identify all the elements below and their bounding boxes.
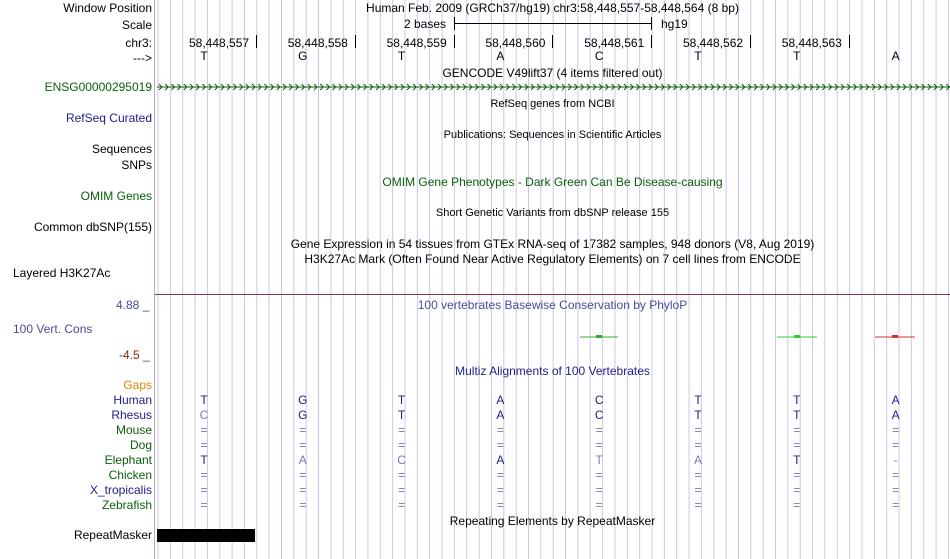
- alignment-base: =: [595, 468, 603, 482]
- alignment-base: =: [595, 423, 603, 437]
- alignment-base: T: [694, 393, 702, 407]
- scale-bar-right-tick: [651, 17, 652, 30]
- alignment-base: =: [694, 483, 702, 497]
- coordinate-tick: [849, 35, 850, 48]
- scale-bar-left-tick: [454, 17, 455, 30]
- alignment-base: =: [496, 423, 504, 437]
- coordinate-tick: [355, 35, 356, 48]
- track-separator: [155, 294, 950, 295]
- alignment-base: =: [793, 438, 801, 452]
- publications-track-title: Publications: Sequences in Scientific Articles: [443, 129, 662, 141]
- alignment-base: =: [200, 438, 208, 452]
- alignment-base: =: [892, 483, 900, 497]
- gaps-label: Gaps: [123, 378, 152, 392]
- alignment-base: -: [893, 453, 898, 467]
- alignment-base: T: [694, 408, 702, 422]
- alignment-base: =: [496, 483, 504, 497]
- alignment-base: =: [496, 438, 504, 452]
- alignment-base: A: [496, 453, 505, 467]
- alignment-base: T: [397, 408, 406, 422]
- sequence-base: T: [793, 49, 801, 63]
- h3k27ac-track-title: H3K27Ac Mark (Often Found Near Active Regulatory Elements) on 7 cell lines from ENCODE: [304, 252, 801, 266]
- alignment-base: T: [793, 393, 801, 407]
- h3k27ac-track-label[interactable]: Layered H3K27Ac: [13, 266, 111, 280]
- gtex-track-title: Gene Expression in 54 tissues from GTEx RNA-seq of 17382 samples, 948 donors (V8, Aug 2019): [290, 237, 815, 251]
- sequence-base: T: [200, 49, 208, 63]
- phylop-signal[interactable]: [155, 326, 950, 346]
- alignment-base: G: [298, 393, 308, 407]
- sequence-base: T: [694, 49, 702, 63]
- phylop-ymax: 4.88 _: [116, 298, 150, 312]
- alignment-base: C: [397, 453, 406, 467]
- species-label[interactable]: Elephant: [104, 453, 152, 467]
- alignment-base: =: [892, 498, 900, 512]
- alignment-base: C: [594, 393, 604, 407]
- alignment-base: =: [200, 468, 208, 482]
- gencode-gene-label[interactable]: ENSG00000295019: [44, 80, 152, 94]
- alignment-base: =: [200, 498, 208, 512]
- species-label[interactable]: Dog: [129, 438, 152, 452]
- dbsnp-track-title: Short Genetic Variants from dbSNP release 155: [435, 207, 670, 219]
- scale-bar: [454, 23, 652, 24]
- alignment-base: T: [793, 453, 801, 467]
- phylop-track-title: 100 vertebrates Basewise Conservation by PhyloP: [417, 298, 688, 312]
- chrom-label: chr3:: [125, 36, 152, 50]
- coordinate-tick: [256, 35, 257, 48]
- coordinate-label: 58,448,561: [584, 36, 645, 50]
- alignment-base: =: [398, 423, 406, 437]
- species-label[interactable]: Mouse: [115, 423, 152, 437]
- coordinate-tick: [454, 35, 455, 48]
- sequence-base: T: [397, 49, 406, 63]
- alignment-base: =: [200, 423, 208, 437]
- alignment-base: =: [299, 438, 307, 452]
- species-label[interactable]: Chicken: [108, 468, 152, 482]
- alignment-base: A: [891, 408, 900, 422]
- coordinate-label: 58,448,559: [386, 36, 447, 50]
- coordinate-tick: [552, 35, 553, 48]
- window-position-value: Human Feb. 2009 (GRCh37/hg19) chr3:58,448,557-58,448,564 (8 bp): [366, 1, 739, 15]
- window-position-label: Window Position: [63, 1, 152, 15]
- alignment-base: =: [398, 438, 406, 452]
- snps-track-label[interactable]: SNPs: [121, 158, 152, 172]
- alignment-base: T: [397, 393, 406, 407]
- alignment-base: =: [793, 423, 801, 437]
- coordinate-label: 58,448,560: [485, 36, 546, 50]
- species-label[interactable]: X_tropicalis: [89, 483, 152, 497]
- strand-arrow-label: --->: [133, 51, 152, 65]
- alignment-base: A: [891, 393, 900, 407]
- gencode-gene-line[interactable]: [157, 81, 950, 93]
- repeatmasker-track-title: Repeating Elements by RepeatMasker: [449, 514, 656, 528]
- species-label[interactable]: Rhesus: [111, 408, 152, 422]
- alignment-base: =: [299, 483, 307, 497]
- coordinate-label: 58,448,558: [287, 36, 348, 50]
- refseq-track-label[interactable]: RefSeq Curated: [65, 111, 152, 125]
- gencode-track-title: GENCODE V49lift37 (4 items filtered out): [442, 66, 663, 80]
- omim-track-title: OMIM Gene Phenotypes - Dark Green Can Be Disease-causing: [382, 175, 723, 189]
- alignment-base: T: [595, 453, 603, 467]
- refseq-track-title: RefSeq genes from NCBI: [490, 98, 615, 110]
- alignment-base: A: [496, 408, 505, 422]
- alignment-base: A: [496, 393, 505, 407]
- species-label[interactable]: Human: [113, 393, 152, 407]
- alignment-base: =: [793, 468, 801, 482]
- coordinate-tick: [651, 35, 652, 48]
- alignment-base: =: [398, 468, 406, 482]
- sequence-base: A: [891, 49, 900, 63]
- sequence-base: G: [298, 49, 308, 63]
- label-divider: [154, 0, 155, 559]
- coordinate-label: 58,448,563: [781, 36, 842, 50]
- repeatmasker-element[interactable]: [157, 529, 255, 542]
- alignment-base: =: [694, 468, 702, 482]
- scale-value: 2 bases: [404, 17, 447, 31]
- alignment-base: G: [298, 408, 308, 422]
- phylop-score-peak: [794, 335, 800, 338]
- coordinate-label: 58,448,562: [683, 36, 744, 50]
- phylop-score-peak: [892, 335, 898, 338]
- alignment-base: T: [200, 453, 208, 467]
- alignment-base: T: [200, 393, 208, 407]
- coordinate-label: 58,448,557: [189, 36, 250, 50]
- sequence-base: A: [496, 49, 505, 63]
- alignment-base: =: [793, 483, 801, 497]
- phylop-score-peak: [596, 335, 602, 338]
- scale-label: Scale: [121, 18, 152, 32]
- alignment-base: =: [200, 483, 208, 497]
- alignment-base: =: [694, 498, 702, 512]
- sequence-base: C: [594, 49, 604, 63]
- scale-assembly: hg19: [661, 17, 688, 31]
- phylop-ymin: -4.5 _: [119, 348, 150, 362]
- alignment-base: C: [594, 408, 604, 422]
- alignment-base: =: [595, 498, 603, 512]
- alignment-base: =: [299, 498, 307, 512]
- alignment-base: A: [693, 453, 702, 467]
- alignment-base: =: [595, 438, 603, 452]
- alignment-base: =: [299, 468, 307, 482]
- alignment-base: =: [398, 483, 406, 497]
- multiz-track-title: Multiz Alignments of 100 Vertebrates: [455, 364, 650, 378]
- alignment-base: A: [298, 453, 307, 467]
- alignment-base: =: [793, 498, 801, 512]
- alignment-base: =: [398, 498, 406, 512]
- phylop-track-label[interactable]: 100 Vert. Cons: [13, 322, 93, 336]
- alignment-base: =: [694, 438, 702, 452]
- dbsnp-track-label[interactable]: Common dbSNP(155): [33, 220, 152, 234]
- publications-track-label[interactable]: Sequences: [91, 142, 152, 156]
- alignment-base: =: [299, 423, 307, 437]
- alignment-base: =: [496, 498, 504, 512]
- alignment-base: =: [496, 468, 504, 482]
- omim-track-label[interactable]: OMIM Genes: [80, 189, 152, 203]
- species-label[interactable]: Zebrafish: [101, 498, 152, 512]
- coordinate-tick: [750, 35, 751, 48]
- alignment-base: =: [892, 423, 900, 437]
- repeatmasker-track-label[interactable]: RepeatMasker: [73, 528, 152, 542]
- alignment-base: =: [595, 483, 603, 497]
- alignment-base: T: [793, 408, 801, 422]
- alignment-base: =: [892, 438, 900, 452]
- alignment-base: C: [199, 408, 209, 422]
- alignment-base: =: [892, 468, 900, 482]
- alignment-base: =: [694, 423, 702, 437]
